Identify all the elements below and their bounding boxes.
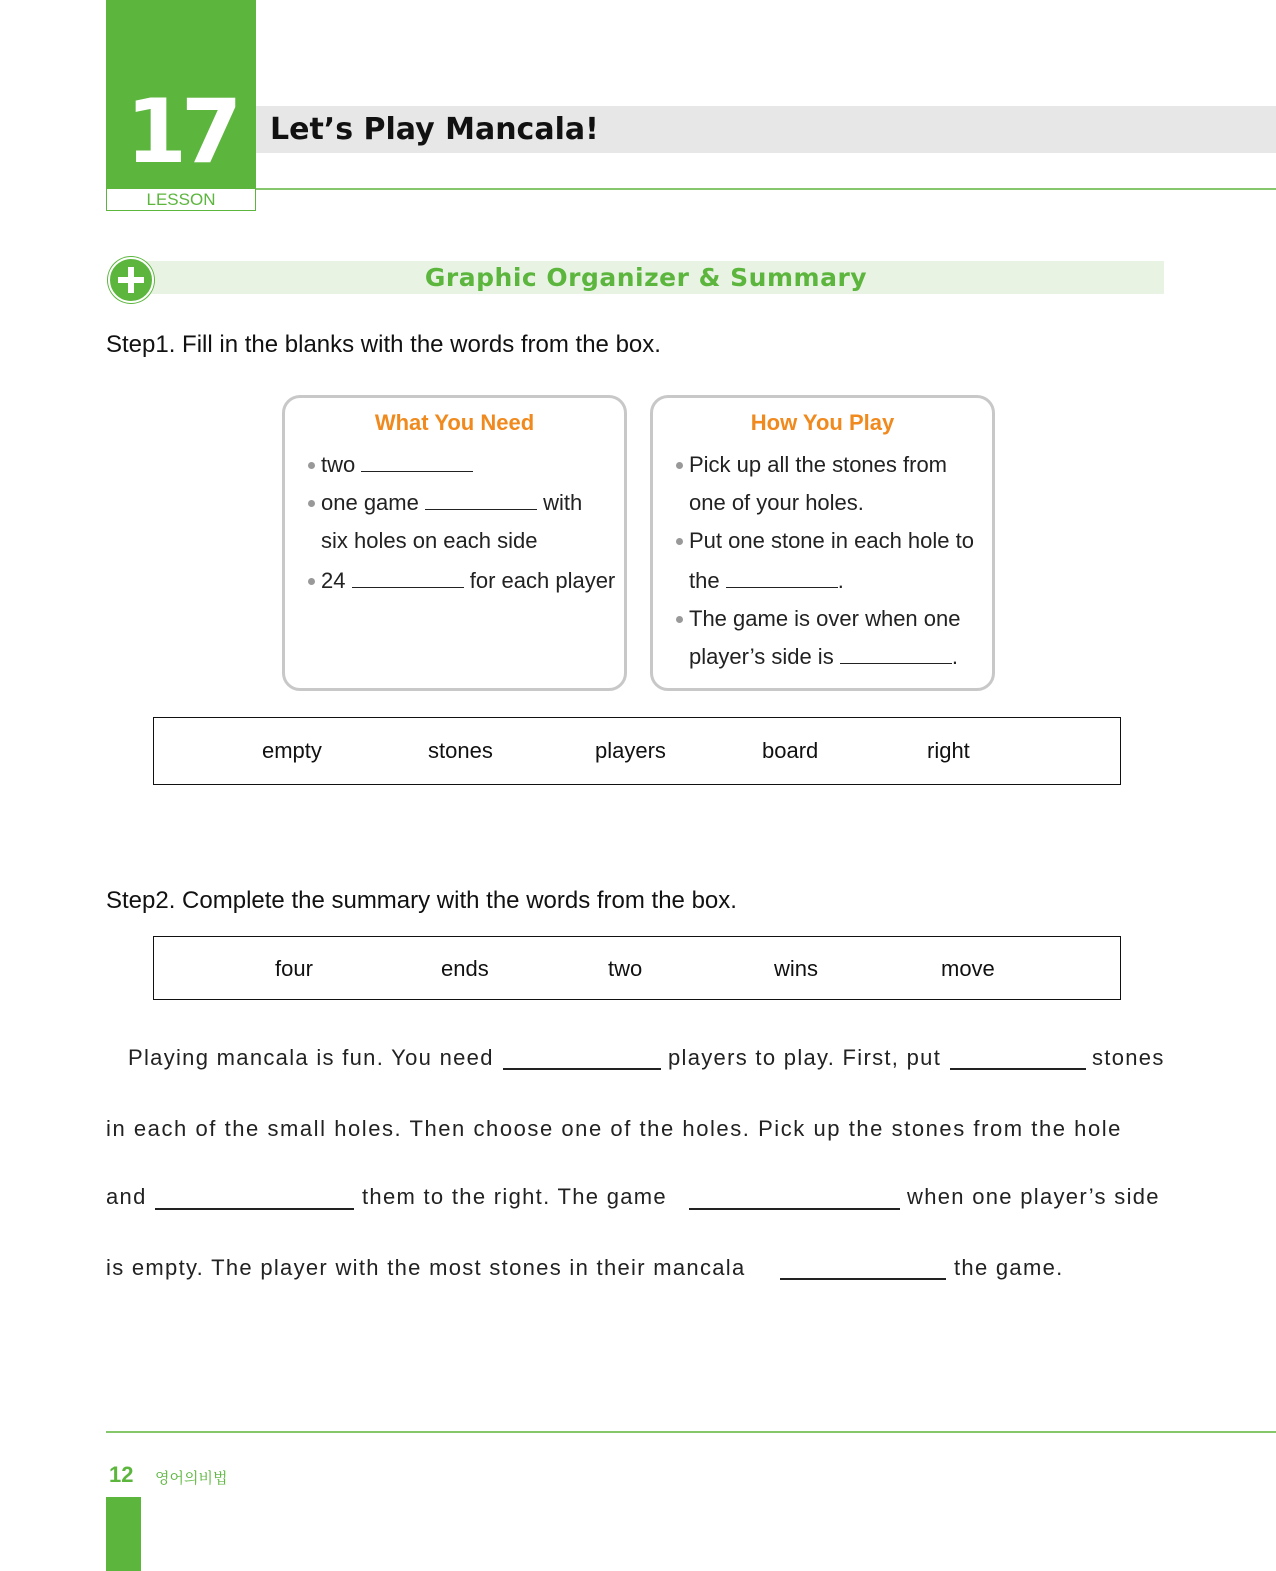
book-title: 영어의비법 — [155, 1470, 228, 1487]
blank-field[interactable] — [361, 451, 473, 472]
blank-field[interactable] — [726, 567, 838, 588]
blank-field[interactable] — [155, 1208, 354, 1210]
lesson-badge — [106, 0, 256, 211]
need-item-2-text-end: with — [543, 490, 583, 515]
period: . — [951, 644, 958, 669]
need-item-3-text-end: for each player — [469, 568, 616, 593]
play-item-2: Put one stone in each hole to — [689, 528, 974, 553]
bullet-icon — [308, 462, 315, 469]
play-item-2-text: the — [689, 568, 720, 593]
bullet-icon — [676, 616, 683, 623]
word-option[interactable]: stones — [428, 738, 493, 763]
lesson-number: 17 — [125, 80, 237, 183]
step2-word-box — [153, 936, 1121, 1000]
play-item-1-cont: one of your holes. — [689, 490, 864, 515]
word-option[interactable]: two — [608, 956, 643, 981]
word-option[interactable]: wins — [774, 956, 819, 981]
step2-instruction: Step2. Complete the summary with the words from the box. — [106, 887, 737, 914]
summary-text: players to play. First, put — [668, 1045, 942, 1070]
word-option[interactable]: players — [595, 738, 666, 763]
need-item-2 — [321, 488, 582, 518]
bullet-icon — [308, 578, 315, 585]
blank-field[interactable] — [950, 1068, 1086, 1070]
need-item-3-text: 24 — [321, 568, 346, 593]
need-item-1-text: two — [321, 452, 356, 477]
word-option[interactable]: four — [275, 956, 313, 981]
need-item-3 — [321, 566, 615, 596]
word-option[interactable]: board — [762, 738, 819, 763]
play-item-3-cont — [689, 642, 958, 672]
blank-field[interactable] — [840, 643, 952, 664]
word-option[interactable]: ends — [441, 956, 489, 981]
bullet-icon — [676, 538, 683, 545]
blank-field[interactable] — [425, 489, 537, 510]
step1-word-box — [153, 717, 1121, 785]
summary-text: and — [106, 1184, 147, 1209]
blank-field[interactable] — [503, 1068, 661, 1070]
need-item-2-text: one game — [321, 490, 419, 515]
blank-field[interactable] — [352, 567, 464, 588]
summary-text: the game. — [954, 1255, 1064, 1280]
page-number: 12 — [109, 1462, 134, 1487]
period: . — [837, 568, 844, 593]
card-title: What You Need — [374, 410, 535, 435]
blank-field[interactable] — [780, 1278, 946, 1280]
step1-instruction: Step1. Fill in the blanks with the words from the box. — [106, 331, 661, 358]
summary-text: is empty. The player with the most stones in their mancala — [106, 1255, 746, 1280]
play-item-3: The game is over when one — [689, 606, 961, 631]
lesson-label: LESSON — [106, 188, 256, 211]
word-option[interactable]: right — [927, 738, 970, 763]
summary-text: when one player’s side — [907, 1184, 1160, 1209]
blank-field[interactable] — [689, 1208, 900, 1210]
need-item-1 — [321, 450, 473, 480]
word-option[interactable]: move — [941, 956, 995, 981]
title-divider — [256, 188, 1276, 190]
bullet-icon — [676, 462, 683, 469]
play-item-3-text: player’s side is — [689, 644, 834, 669]
summary-text: Playing mancala is fun. You need — [128, 1045, 494, 1070]
footer-tab — [106, 1497, 141, 1571]
bullet-icon — [308, 500, 315, 507]
how-you-play-card — [650, 395, 995, 691]
summary-text: them to the right. The game — [362, 1184, 667, 1209]
play-item-2-cont — [689, 566, 844, 596]
play-item-1: Pick up all the stones from — [689, 452, 948, 477]
word-option[interactable]: empty — [262, 738, 322, 763]
need-item-2-cont: six holes on each side — [321, 528, 538, 553]
what-you-need-card — [282, 395, 627, 691]
lesson-title: Let’s Play Mancala! — [270, 112, 599, 147]
summary-text: stones — [1092, 1045, 1165, 1070]
summary-text: in each of the small holes. Then choose one of the holes. Pick up the stones from the hole — [106, 1116, 1122, 1141]
card-title: How You Play — [750, 410, 895, 435]
section-title: Graphic Organizer & Summary — [424, 263, 868, 292]
footer-divider — [106, 1431, 1276, 1433]
